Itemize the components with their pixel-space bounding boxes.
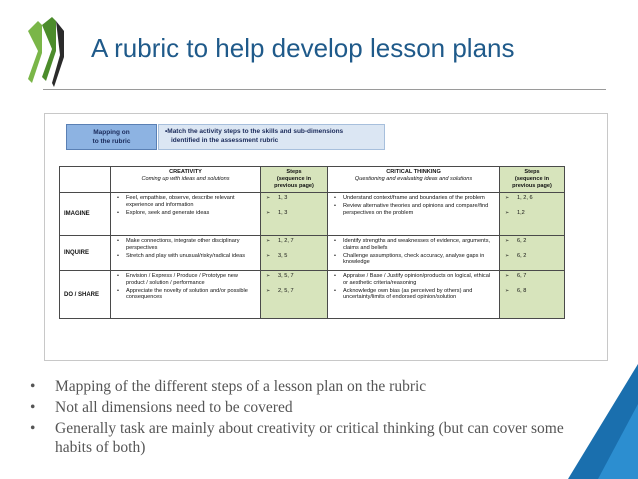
critical-steps-cell — [500, 193, 565, 236]
mapping-label-line2: to the rubric — [92, 138, 131, 145]
header-critical-sub: Questioning and evaluating ideas and solutions — [354, 176, 473, 182]
list-item: • Understand context/frame and boundaries of the problem — [331, 195, 496, 202]
creativity-cell — [111, 193, 261, 236]
creativity-steps-cell — [261, 193, 328, 236]
rubric-header-row — [60, 167, 565, 193]
logo-chevron-icon — [28, 17, 78, 87]
mapping-text-line2: identified in the assessment rubric — [171, 136, 279, 144]
rubric-row-inquire — [60, 236, 565, 271]
bullet-dot-icon: • — [30, 420, 36, 437]
critical-cell — [328, 236, 500, 271]
list-item: • Stretch and play with unusual/risky/radical ideas — [114, 253, 257, 260]
header-creativity-title: CREATIVITY — [169, 169, 202, 175]
slide-title: A rubric to help develop lesson plans — [91, 33, 515, 63]
list-item: • Review alternative theories and opinions and compare/find perspectives on the problem — [331, 203, 496, 217]
header-critical-title: CRITICAL THINKING — [386, 169, 441, 175]
mapping-label-box — [66, 124, 157, 150]
critical-cell — [328, 271, 500, 319]
list-item: • Acknowledge own bias (as perceived by others) and uncertainty/limits of endorsed opinion/solution — [331, 288, 496, 302]
creativity-steps-cell — [261, 271, 328, 319]
mapping-instruction — [158, 124, 385, 150]
critical-steps-cell — [500, 236, 565, 271]
bullet-dot-icon: • — [30, 399, 36, 416]
bullet-text: Not all dimensions need to be covered — [55, 399, 293, 416]
bullet-list — [30, 377, 570, 459]
row-label: INQUIRE — [60, 236, 111, 271]
step-value: ➢ 1, 3 — [264, 210, 324, 217]
header-critical — [328, 167, 500, 193]
header-steps-line2: (sequence in — [514, 176, 550, 182]
mapping-label-line1: Mapping on — [93, 129, 130, 136]
list-item: • Identify strengths and weaknesses of evidence, arguments, claims and beliefs — [331, 238, 496, 252]
header-creativity — [111, 167, 261, 193]
list-item: • Challenge assumptions, check accuracy, analyse gaps in knowledge — [331, 253, 496, 267]
list-item: • Make connections, integrate other disciplinary perspectives — [114, 238, 257, 252]
header-empty — [60, 167, 111, 193]
creativity-steps-cell — [261, 236, 328, 271]
rubric-row-imagine — [60, 193, 565, 236]
step-value: ➢ 1, 2, 6 — [503, 195, 561, 202]
list-item: • Explore, seek and generate ideas — [114, 210, 257, 217]
list-item: • Appraise / Base / Justify opinion/products on logical, ethical or aesthetic criteria/reasoning — [331, 273, 496, 287]
header-steps-line3: previous page) — [274, 183, 314, 189]
rubric-row-do-share — [60, 271, 565, 319]
list-item: • Envision / Express / Produce / Prototype new product / solution / performance — [114, 273, 257, 287]
header-steps-line2: (sequence in — [276, 176, 312, 182]
list-item: • Feel, empathise, observe, describe relevant experience and information — [114, 195, 257, 209]
step-value: ➢ 2, 5, 7 — [264, 288, 324, 295]
step-value: ➢ 1,2 — [503, 210, 561, 217]
step-value: ➢ 3, 5 — [264, 253, 324, 260]
header-steps-line1: Steps — [524, 169, 540, 175]
mapping-text-line1: •Match the activity steps to the skills and sub-dimensions — [165, 128, 344, 135]
critical-cell — [328, 193, 500, 236]
header-steps-critical — [500, 167, 565, 193]
row-label: DO / SHARE — [60, 271, 111, 319]
header-creativity-sub: Coming up with ideas and solutions — [141, 176, 230, 182]
bullet-dot-icon: • — [30, 378, 36, 395]
step-value: ➢ 1, 2, 7 — [264, 238, 324, 245]
step-value: ➢ 6, 2 — [503, 238, 561, 245]
creativity-cell — [111, 271, 261, 319]
bullet-text: Generally task are mainly about creativity or critical thinking (but can cover some habits of both) — [55, 420, 564, 456]
list-item: • Appreciate the novelty of solution and/or possible consequences — [114, 288, 257, 302]
header-steps-line1: Steps — [286, 169, 302, 175]
row-label: IMAGINE — [60, 193, 111, 236]
bullet-item — [30, 398, 570, 417]
title-divider — [43, 89, 606, 90]
step-value: ➢ 6, 7 — [503, 273, 561, 280]
bullet-item — [30, 419, 570, 457]
step-value: ➢ 6, 2 — [503, 253, 561, 260]
bullet-text: Mapping of the different steps of a lesson plan on the rubric — [55, 378, 427, 395]
header-steps-line3: previous page) — [512, 183, 552, 189]
bullet-item — [30, 377, 570, 396]
step-value: ➢ 1, 3 — [264, 195, 324, 202]
critical-steps-cell — [500, 271, 565, 319]
rubric-table — [59, 166, 565, 319]
step-value: ➢ 3, 5, 7 — [264, 273, 324, 280]
corner-decoration-icon — [568, 364, 638, 479]
creativity-cell — [111, 236, 261, 271]
header-steps-creativity — [261, 167, 328, 193]
step-value: ➢ 6, 8 — [503, 288, 561, 295]
